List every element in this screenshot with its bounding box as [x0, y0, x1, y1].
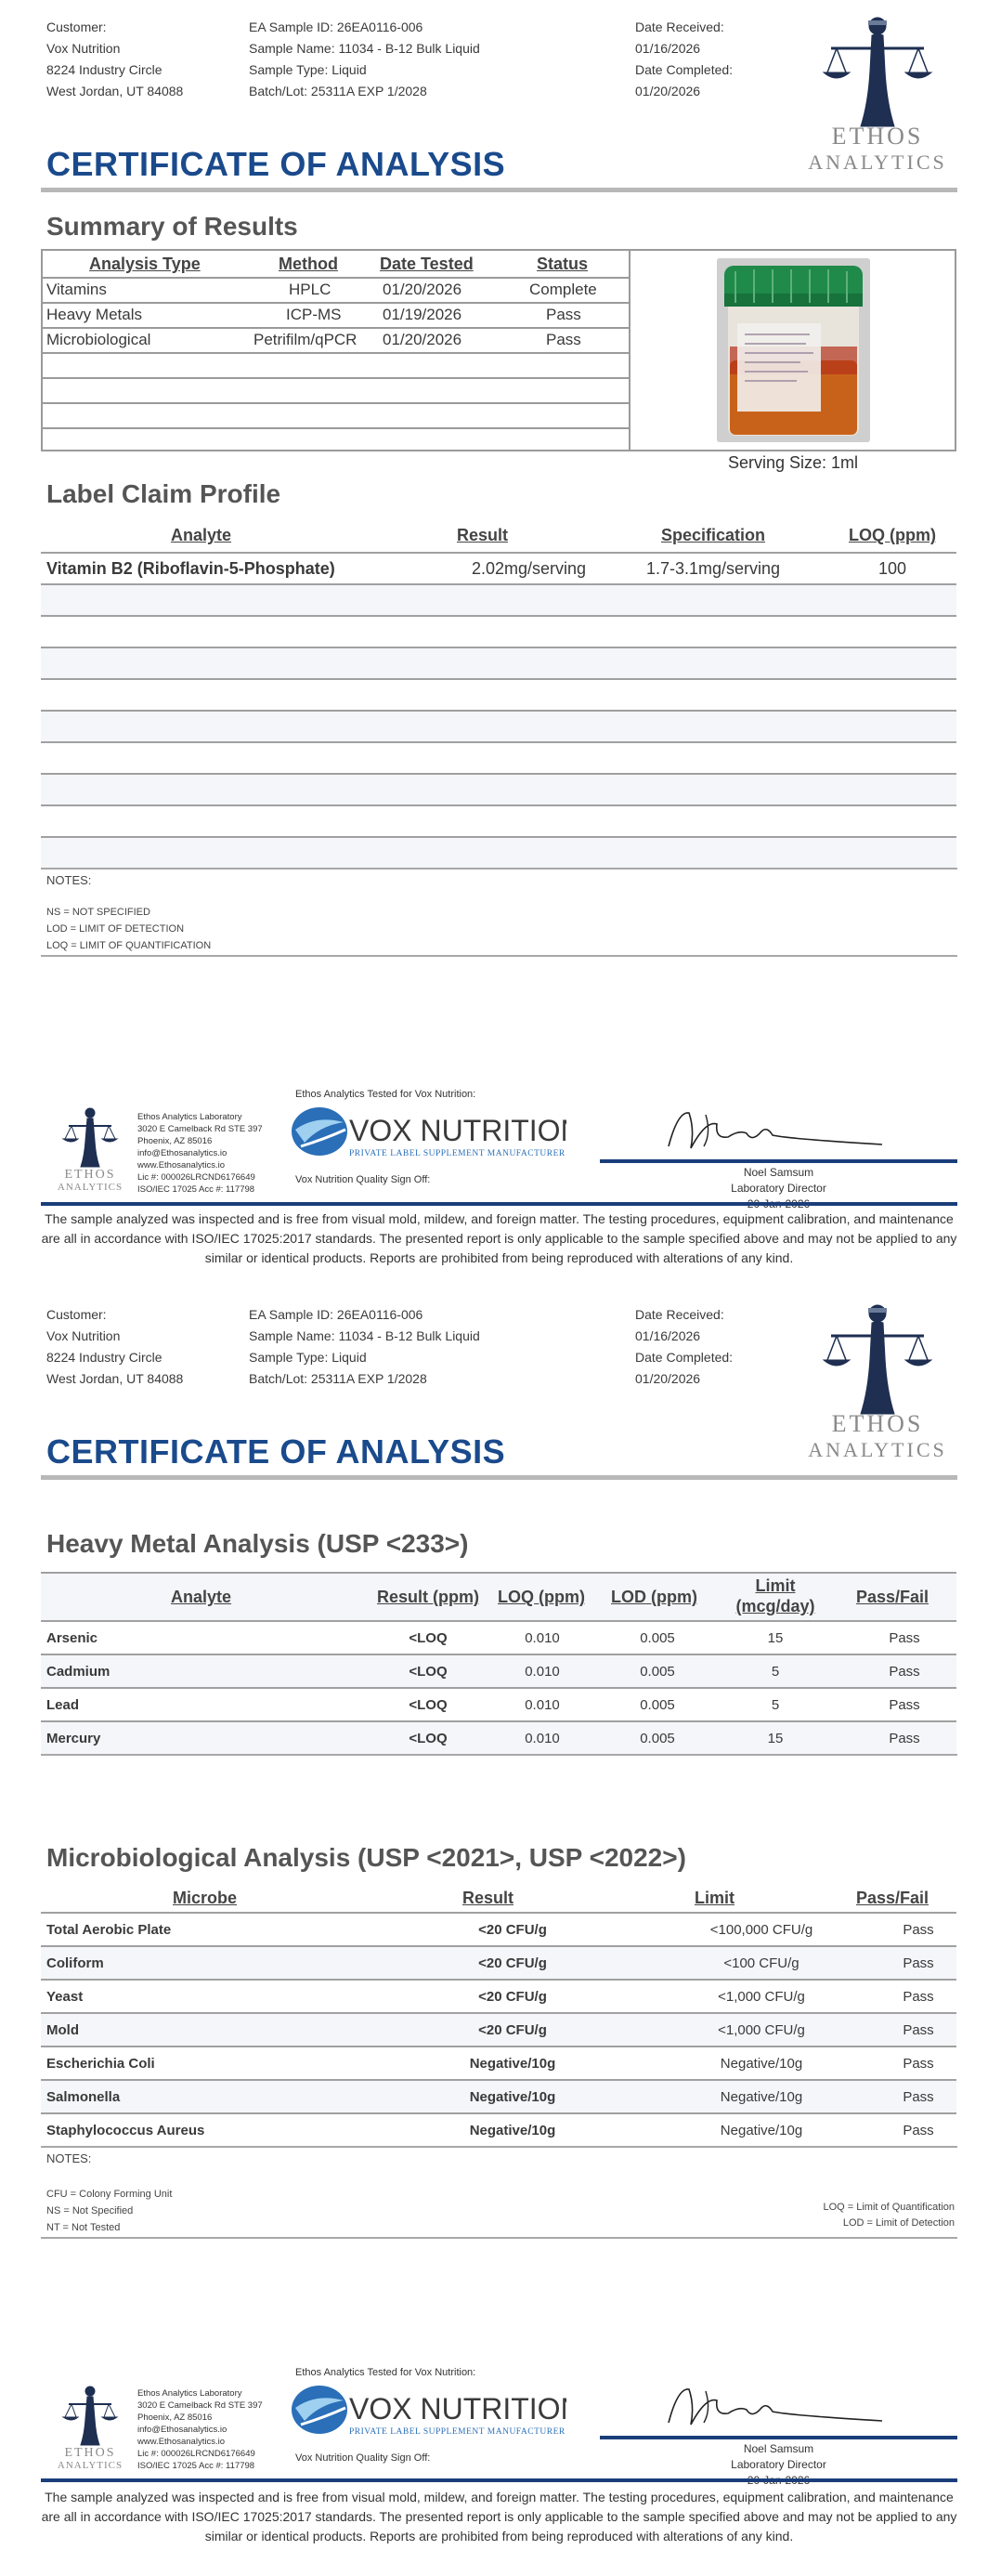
micro-cell: Negative/10g	[469, 2123, 556, 2138]
micro-cell: Pass	[903, 1922, 934, 1938]
hm-cell: 0.005	[640, 1664, 675, 1680]
micro-header-limit: Limit	[695, 1889, 734, 1907]
footer-logo-text-ethos: ETHOS	[64, 1168, 116, 1182]
micro-cell: Escherichia Coli	[46, 2056, 155, 2072]
hm-cell: 0.010	[525, 1697, 560, 1713]
note-line: LOD = Limit of Detection	[842, 2217, 955, 2229]
customer-block	[46, 17, 183, 102]
micro-cell: Pass	[903, 2089, 934, 2105]
table-row	[41, 1720, 956, 1754]
date-completed: 01/20/2026	[635, 84, 701, 98]
date-received: 01/16/2026	[635, 1328, 701, 1343]
label-claim-header-result: Result	[457, 526, 509, 544]
summary-cell: Complete	[529, 281, 597, 298]
hm-cell: 5	[771, 1697, 780, 1713]
summary-cell: 01/20/2026	[383, 281, 462, 298]
footer-logo-text-ethos: ETHOS	[64, 2446, 116, 2460]
label-claim-title: Label Claim Profile	[46, 479, 281, 508]
table-row	[43, 352, 629, 375]
footer-ethos-logo	[48, 1107, 132, 1191]
date-received: 01/16/2026	[635, 41, 701, 56]
lab-line: 3020 E Camelback Rd STE 397	[137, 1124, 263, 1134]
note-line: LOQ = Limit of Quantification	[823, 2202, 955, 2213]
sample-photo	[717, 258, 870, 442]
lab-line: info@Ethosanalytics.io	[137, 1148, 228, 1158]
hm-header-result	[377, 1587, 479, 1607]
hm-cell: 0.005	[640, 1731, 675, 1746]
ethos-logo	[794, 15, 961, 182]
lab-contact-block	[137, 1111, 263, 1196]
notes-bottom-rule	[41, 2237, 957, 2239]
hm-cell: 0.005	[640, 1630, 675, 1646]
table-row	[41, 773, 956, 804]
table-row	[41, 2079, 956, 2112]
logo-text-analytics: ANALYTICS	[808, 150, 947, 174]
summary-cell: Petrifilm/qPCR	[254, 331, 358, 348]
table-row	[41, 552, 956, 583]
customer-address2: West Jordan, UT 84088	[46, 1371, 184, 1386]
title-divider	[41, 1475, 957, 1480]
table-row	[41, 1620, 956, 1654]
heavy-metal-title: Heavy Metal Analysis (USP <233>)	[46, 1529, 469, 1558]
hm-header-analyte: Analyte	[171, 1588, 232, 1606]
date-received-label: Date Received:	[635, 20, 724, 34]
date-received-label: Date Received:	[635, 1307, 724, 1322]
micro-cell: Pass	[903, 2056, 934, 2072]
batch-lot: Batch/Lot: 25311A EXP 1/2028	[249, 1371, 427, 1386]
label-claim-header-analyte: Analyte	[171, 526, 232, 544]
sample-name: Sample Name: 11034 - B-12 Bulk Liquid	[249, 1328, 480, 1343]
logo-text-analytics: ANALYTICS	[808, 1438, 947, 1461]
summary-cell: HPLC	[289, 281, 332, 298]
footer-ethos-logo	[48, 2386, 132, 2469]
note-line: LOQ = LIMIT OF QUANTIFICATION	[46, 940, 212, 951]
summary-cell: Heavy Metals	[46, 306, 142, 323]
note-line: NS = NOT SPECIFIED	[46, 907, 150, 918]
hm-cell: <LOQ	[409, 1630, 448, 1646]
hm-cell: Pass	[889, 1697, 920, 1713]
summary-cell: 01/19/2026	[383, 306, 462, 323]
micro-cell: Yeast	[46, 1989, 84, 2005]
hm-header-result-text: Result (ppm)	[377, 1588, 479, 1606]
micro-title: Microbiological Analysis (USP <2021>, USP <2022>)	[46, 1843, 686, 1872]
summary-cell: Vitamins	[46, 281, 107, 298]
micro-cell: <20 CFU/g	[478, 1955, 547, 1971]
micro-cell: Negative/10g	[720, 2056, 803, 2072]
footer-rule	[41, 2478, 957, 2482]
sample-name: Sample Name: 11034 - B-12 Bulk Liquid	[249, 41, 480, 56]
hm-cell: <LOQ	[409, 1697, 448, 1713]
summary-title: Summary of Results	[46, 212, 298, 241]
hm-cell: Lead	[46, 1697, 80, 1713]
table-row	[43, 427, 629, 451]
summary-cell: 01/20/2026	[383, 331, 462, 348]
heavy-metal-header-row	[41, 1572, 956, 1620]
vox-tagline: PRIVATE LABEL SUPPLEMENT MANUFACTURER	[349, 1149, 566, 1158]
micro-cell: Negative/10g	[720, 2123, 803, 2138]
hm-header-limit: Limit (mcg/day)	[735, 1576, 815, 1615]
hm-cell: 0.010	[525, 1664, 560, 1680]
hm-bottom-rule	[41, 1754, 957, 1756]
note-line: NT = Not Tested	[46, 2222, 121, 2233]
signature-line	[600, 2436, 957, 2439]
signer-name: Noel Samsum	[743, 1166, 814, 1179]
lab-line: www.Ethosanalytics.io	[137, 2437, 225, 2447]
sample-id: EA Sample ID: 26EA0116-006	[249, 1307, 423, 1322]
date-completed-label: Date Completed:	[635, 1350, 734, 1365]
lab-line: www.Ethosanalytics.io	[137, 1160, 225, 1170]
micro-cell: <100 CFU/g	[723, 1955, 800, 1971]
vox-name: VOX NUTRITION	[349, 1114, 566, 1147]
table-row	[41, 1945, 956, 1979]
customer-address1: 8224 Industry Circle	[46, 1350, 162, 1365]
table-row	[43, 302, 629, 325]
hm-cell: Mercury	[46, 1731, 101, 1746]
disclaimer: The sample analyzed was inspected and is free from visual mold, mildew, and foreign matter. The testing procedures, equipment calibration, and maintenance are all in accordance with ISO/IEC 17025:2017 standards. The presented report is only applicable to the sample specified above and may not be applied to any similar or identical products. Reports are prohibited from being reproduced with alterations of any kind.	[41, 2490, 957, 2543]
hm-header-loq: LOQ (ppm)	[498, 1588, 585, 1606]
hm-cell: Cadmium	[46, 1664, 110, 1680]
micro-cell: Pass	[903, 1989, 934, 2005]
micro-cell: <100,000 CFU/g	[709, 1922, 813, 1938]
signer-name: Noel Samsum	[743, 2442, 814, 2455]
table-row	[41, 2046, 956, 2079]
notes-label: NOTES:	[46, 2151, 92, 2165]
sample-type: Sample Type: Liquid	[249, 1350, 367, 1365]
customer-address2: West Jordan, UT 84088	[46, 84, 184, 98]
dates-block	[635, 17, 733, 102]
footer-logo-text-analytics: ANALYTICS	[57, 2460, 124, 2469]
table-row	[41, 2012, 956, 2046]
summary-header-analysis-type: Analysis Type	[89, 255, 201, 273]
lab-line: ISO/IEC 17025 Acc #: 117798	[137, 2461, 255, 2471]
lab-line: Ethos Analytics Laboratory	[137, 2388, 242, 2399]
vox-nutrition-logo	[288, 2380, 566, 2445]
hm-cell: 0.010	[525, 1630, 560, 1646]
hm-cell: Pass	[889, 1731, 920, 1746]
label-claim-cell: 1.7-3.1mg/serving	[646, 559, 781, 578]
micro-cell: Mold	[46, 2022, 79, 2038]
micro-cell: Staphylococcus Aureus	[46, 2123, 205, 2138]
notes-label: NOTES:	[46, 873, 92, 887]
hm-cell: 15	[767, 1630, 784, 1646]
summary-cell: ICP-MS	[286, 306, 342, 323]
customer-label: Customer:	[46, 20, 107, 34]
micro-cell: Pass	[903, 2022, 934, 2038]
table-row	[41, 1654, 956, 1687]
table-row	[43, 327, 629, 350]
signer-title: Laboratory Director	[731, 2458, 826, 2471]
micro-cell: <20 CFU/g	[478, 2022, 547, 2038]
hm-cell: 5	[771, 1664, 780, 1680]
customer-label: Customer:	[46, 1307, 107, 1322]
summary-header-date-tested: Date Tested	[380, 255, 474, 273]
sample-block	[249, 1304, 480, 1390]
dates-block	[635, 1304, 733, 1390]
table-row	[41, 583, 956, 615]
micro-cell: <20 CFU/g	[478, 1989, 547, 2005]
customer-name: Vox Nutrition	[46, 1328, 121, 1343]
table-row	[41, 741, 956, 773]
lab-line: Ethos Analytics Laboratory	[137, 1112, 242, 1122]
vox-signoff-label: Vox Nutrition Quality Sign Off:	[295, 2452, 431, 2464]
vox-signoff-label: Vox Nutrition Quality Sign Off:	[295, 1174, 431, 1185]
vox-name: VOX NUTRITION	[349, 2392, 566, 2426]
note-line: LOD = LIMIT OF DETECTION	[46, 923, 185, 935]
summary-header-method: Method	[279, 255, 338, 273]
signature	[650, 1102, 891, 1157]
hm-cell: Pass	[889, 1664, 920, 1680]
table-row	[41, 1687, 956, 1720]
sample-type: Sample Type: Liquid	[249, 62, 367, 77]
micro-cell: Negative/10g	[469, 2089, 556, 2105]
table-row	[41, 647, 956, 678]
label-claim-cell: 100	[878, 559, 907, 578]
micro-cell: <1,000 CFU/g	[718, 1989, 805, 2005]
hm-cell: <LOQ	[409, 1731, 448, 1746]
hm-cell: <LOQ	[409, 1664, 448, 1680]
hm-cell: Pass	[889, 1630, 920, 1646]
signature-line	[600, 1159, 957, 1163]
hm-cell: Arsenic	[46, 1630, 98, 1646]
notes-bottom-rule	[41, 955, 957, 957]
table-row	[43, 377, 629, 400]
summary-cell: Pass	[546, 306, 581, 323]
justice-scale-icon	[794, 1302, 961, 1423]
table-row	[43, 277, 629, 300]
micro-cell: Pass	[903, 2123, 934, 2138]
summary-header-status: Status	[537, 255, 589, 273]
customer-address1: 8224 Industry Circle	[46, 62, 162, 77]
footer-logo-text-analytics: ANALYTICS	[57, 1182, 124, 1191]
note-line: NS = Not Specified	[46, 2205, 134, 2216]
customer-name: Vox Nutrition	[46, 41, 121, 56]
vox-tagline: PRIVATE LABEL SUPPLEMENT MANUFACTURER	[349, 2427, 566, 2437]
micro-cell: Negative/10g	[469, 2056, 556, 2072]
lab-contact-block	[137, 2387, 263, 2472]
micro-cell: Coliform	[46, 1955, 104, 1971]
micro-cell: Salmonella	[46, 2089, 121, 2105]
date-completed-label: Date Completed:	[635, 62, 734, 77]
micro-cell: <1,000 CFU/g	[718, 2022, 805, 2038]
batch-lot: Batch/Lot: 25311A EXP 1/2028	[249, 84, 427, 98]
tested-for-label: Ethos Analytics Tested for Vox Nutrition:	[295, 2367, 476, 2378]
page-title: CERTIFICATE OF ANALYSIS	[46, 145, 506, 183]
hm-cell: 0.010	[525, 1731, 560, 1746]
title-divider	[41, 188, 957, 192]
summary-cell: Pass	[546, 331, 581, 348]
serving-size: Serving Size: 1ml	[728, 453, 859, 472]
table-row	[41, 615, 956, 647]
lab-line: info@Ethosanalytics.io	[137, 2425, 228, 2435]
table-row	[41, 836, 956, 868]
table-row	[41, 1979, 956, 2012]
table-row	[43, 402, 629, 425]
table-row	[41, 678, 956, 710]
note-line: CFU = Colony Forming Unit	[46, 2189, 173, 2200]
hm-header-lod: LOD (ppm)	[611, 1588, 697, 1606]
summary-cell: Microbiological	[46, 331, 151, 348]
label-claim-header-specification: Specification	[661, 526, 766, 544]
summary-table	[41, 249, 956, 451]
micro-cell: Pass	[903, 1955, 934, 1971]
lab-line: Lic #: 000026LRCND6176649	[137, 2449, 255, 2459]
summary-grid	[43, 251, 630, 450]
hm-header-passfail: Pass/Fail	[856, 1588, 930, 1606]
table-row	[41, 1912, 956, 1945]
ethos-logo	[794, 1302, 961, 1470]
vox-nutrition-logo	[288, 1102, 566, 1167]
micro-cell: Negative/10g	[720, 2089, 803, 2105]
logo-text-ethos: ETHOS	[831, 1410, 924, 1437]
hm-cell: 0.005	[640, 1697, 675, 1713]
signer-title: Laboratory Director	[731, 1182, 826, 1195]
table-row	[41, 804, 956, 836]
table-row	[41, 2112, 956, 2146]
date-completed: 01/20/2026	[635, 1371, 701, 1386]
table-bottom-rule	[41, 868, 957, 870]
label-claim-cell: 2.02mg/serving	[472, 559, 587, 578]
signature	[650, 2378, 891, 2434]
lab-line: Lic #: 000026LRCND6176649	[137, 1172, 255, 1183]
lab-line: Phoenix, AZ 85016	[137, 2413, 213, 2423]
page-title: CERTIFICATE OF ANALYSIS	[46, 1432, 506, 1471]
lab-line: Phoenix, AZ 85016	[137, 1136, 213, 1146]
micro-bottom-rule	[41, 2146, 957, 2148]
table-row	[41, 710, 956, 741]
footer-rule	[41, 1202, 957, 1206]
customer-block	[46, 1304, 183, 1390]
micro-header-microbe: Microbe	[173, 1889, 238, 1907]
micro-header-result: Result	[462, 1889, 514, 1907]
justice-scale-icon	[794, 15, 961, 136]
lab-line: ISO/IEC 17025 Acc #: 117798	[137, 1184, 255, 1195]
sample-block	[249, 17, 480, 102]
notes-legend-right	[823, 2200, 955, 2231]
micro-header-passfail: Pass/Fail	[856, 1889, 930, 1907]
lab-line: 3020 E Camelback Rd STE 397	[137, 2400, 263, 2411]
micro-cell: <20 CFU/g	[478, 1922, 547, 1938]
label-claim-cell: Vitamin B2 (Riboflavin-5-Phosphate)	[46, 559, 335, 578]
disclaimer: The sample analyzed was inspected and is free from visual mold, mildew, and foreign matter. The testing procedures, equipment calibration, and maintenance are all in accordance with ISO/IEC 17025:2017 standards. The presented report is only applicable to the sample specified above and may not be applied to any similar or identical products. Reports are prohibited from being reproduced with alterations of any kind.	[41, 1211, 957, 1265]
logo-text-ethos: ETHOS	[831, 123, 924, 150]
sample-id: EA Sample ID: 26EA0116-006	[249, 20, 423, 34]
label-claim-header-loq: LOQ (ppm)	[849, 526, 936, 544]
micro-cell: Total Aerobic Plate	[46, 1922, 172, 1938]
tested-for-label: Ethos Analytics Tested for Vox Nutrition:	[295, 1089, 476, 1100]
hm-cell: 15	[767, 1731, 784, 1746]
